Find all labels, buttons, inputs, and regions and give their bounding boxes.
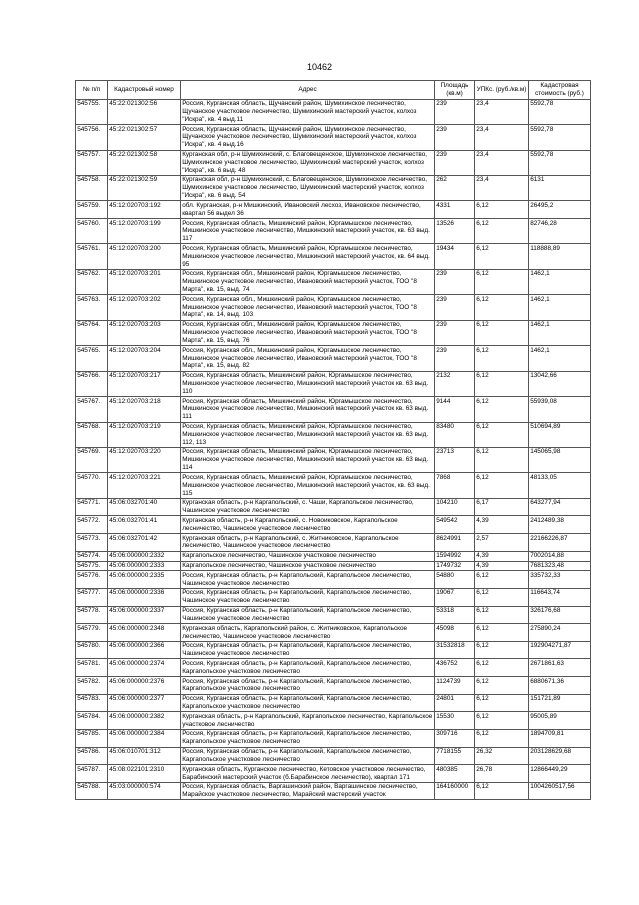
- cell-cadastral: 45:12:020703:219: [108, 422, 181, 447]
- cell-cost: 5592,78: [529, 125, 591, 150]
- cell-cadastral: 45:06:032701:42: [108, 534, 181, 552]
- cell-cadastral: 45:06:000000:2366: [108, 641, 181, 659]
- header-address: Адрес: [181, 81, 435, 100]
- cell-address: Россия, Курганская область, Мишкинский район, Юргамышское лесничество, Мишкинское участковое лесничество, Мишкинский мастерский участок, кв. 64 выд. 95: [181, 244, 435, 269]
- cell-cost: 192904271,87: [529, 641, 591, 659]
- cell-upks: 23,4: [475, 175, 529, 200]
- cell-num: 545763.: [76, 295, 108, 320]
- cell-num: 545778.: [76, 606, 108, 624]
- cell-area: 1124739: [435, 677, 475, 695]
- cell-address: Курганская обл, р-н Шумихинский, с. Благовещенское, Шумихинское лесничество, Шумихинское участковое лесничество, Шумихинский мастерский участок, колхоз "Искра", кв. 6 выд. 48: [181, 150, 435, 175]
- cell-area: 239: [435, 269, 475, 294]
- cell-address: Россия, Курганская область, р-н Каргапольский, Каргапольское лесничество, Чашинское участковое лесничество: [181, 588, 435, 606]
- cell-upks: 6,12: [475, 588, 529, 606]
- cell-upks: 6,12: [475, 606, 529, 624]
- cell-area: 164160000: [435, 782, 475, 800]
- cell-cost: 203128629,68: [529, 747, 591, 765]
- cell-cost: 1004260517,56: [529, 782, 591, 800]
- cell-cadastral: 45:12:020703:201: [108, 269, 181, 294]
- cell-cost: 5592,78: [529, 99, 591, 124]
- cell-num: 545756.: [76, 125, 108, 150]
- table-row: [76, 551, 591, 561]
- cell-num: 545765.: [76, 346, 108, 371]
- cell-upks: 6,12: [475, 571, 529, 589]
- cell-cadastral: 45:06:010701:312: [108, 747, 181, 765]
- cell-address: Россия, Курганская область, Мишкинский район, Юргамышское лесничество, Мишкинское участковое лесничество, Мишкинский мастерский участок кв. 63 выд. 111: [181, 397, 435, 422]
- cell-address: Россия, Курганская область, Мишкинский район, Юргамышское лесничество, Мишкинское участковое лесничество, Мишкинский мастерский участок, кв. 63 выд. 117: [181, 219, 435, 244]
- cell-cost: 1462,1: [529, 320, 591, 345]
- cell-cadastral: 45:22:021302:57: [108, 125, 181, 150]
- cell-address: Каргапольское лесничество, Чашинское участковое лесничество: [181, 551, 435, 561]
- cell-upks: 6,12: [475, 782, 529, 800]
- table-row: [76, 516, 591, 534]
- table-row: [76, 473, 591, 498]
- cell-area: 1749732: [435, 561, 475, 571]
- cell-cost: 118888,89: [529, 244, 591, 269]
- cell-upks: 6,12: [475, 677, 529, 695]
- cell-upks: 6,12: [475, 320, 529, 345]
- header-cost: Кадастровая стоимость (руб.): [529, 81, 591, 100]
- cell-cost: 7681323,48: [529, 561, 591, 571]
- header-num: № п/п: [76, 81, 108, 100]
- cell-cadastral: 45:12:020703:204: [108, 346, 181, 371]
- table-row: [76, 269, 591, 294]
- cell-area: 239: [435, 150, 475, 175]
- table-row: [76, 561, 591, 571]
- cell-address: Россия, Курганская область, р-н Каргапольский, Каргапольское лесничество, Чашинское участковое лесничество: [181, 606, 435, 624]
- cell-address: Россия, Курганская обл., Мишкинский район, Юргамышское лесничество, Мишкинское участковое лесничество, Ивановский мастерский участок, ТОО "8 Марта", кв. 15, выд. 74: [181, 269, 435, 294]
- cell-address: Россия, Курганская область, Варгашинский район, Варгашинское лесничество, Марайское участковое лесничество, Марайский мастерский участок: [181, 782, 435, 800]
- cell-area: 239: [435, 295, 475, 320]
- cell-upks: 4,39: [475, 561, 529, 571]
- cell-cadastral: 45:12:020703:221: [108, 473, 181, 498]
- cell-address: Россия, Курганская обл., Мишкинский район, Юргамышское лесничество, Мишкинское участковое лесничество, Ивановский мастерский участок, ТОО "8 Марта", кв. 15, выд. 82: [181, 346, 435, 371]
- cell-upks: 23,4: [475, 99, 529, 124]
- table-row: [76, 498, 591, 516]
- cell-address: Россия, Курганская область, Мишкинский район, Юргамышское лесничество, Мишкинское участковое лесничество, Мишкинский мастерский участок кв. 63 выд. 114: [181, 447, 435, 472]
- cell-cost: 116643,74: [529, 588, 591, 606]
- cell-num: 545786.: [76, 747, 108, 765]
- cell-num: 545782.: [76, 677, 108, 695]
- cell-upks: 6,12: [475, 397, 529, 422]
- cell-cadastral: 45:22:021302:59: [108, 175, 181, 200]
- cell-address: Россия, Курганская область, Мишкинский район, Юргамышское лесничество, Мишкинское участковое лесничество, Мишкинский мастерский участок кв. 63 выд. 112, 113: [181, 422, 435, 447]
- table-row: [76, 346, 591, 371]
- cell-cost: 95005,89: [529, 712, 591, 730]
- cell-cadastral: 45:12:020703:203: [108, 320, 181, 345]
- cell-cost: 6131: [529, 175, 591, 200]
- cell-address: Россия, Курганская область, Мишкинский район, Юргамышское лесничество, Мишкинское участковое лесничество, Мишкинский мастерский участок, кв. 63 выд. 115: [181, 473, 435, 498]
- cell-area: 8624991: [435, 534, 475, 552]
- cell-upks: 6,12: [475, 269, 529, 294]
- cell-area: 104210: [435, 498, 475, 516]
- cell-num: 545779.: [76, 624, 108, 642]
- cell-area: 480385: [435, 765, 475, 783]
- cell-num: 545764.: [76, 320, 108, 345]
- table-row: [76, 624, 591, 642]
- header-upks: УПКс. (руб./кв.м): [475, 81, 529, 100]
- table-row: [76, 422, 591, 447]
- cell-address: Россия, Курганская область, Мишкинский район, Юргамышское лесничество, Мишкинское участковое лесничество, Мишкинский мастерский участок кв. 63 выд. 110: [181, 371, 435, 396]
- cell-upks: 6,12: [475, 219, 529, 244]
- cell-address: Россия, Курганская область, р-н Каргапольский, Каргапольское лесничество, Чашинское участковое лесничество: [181, 641, 435, 659]
- cell-address: обл. Курганская, р-н Мишкинский, Ивановский лесхоз, Ивановское лесничество, квартал 56 выдел 36: [181, 201, 435, 219]
- cell-upks: 6,12: [475, 201, 529, 219]
- cell-address: Курганская область, р-н Каргапольский, с. Чаши, Каргапольское лесничество, Чашинское участковое лесничество: [181, 498, 435, 516]
- cell-area: 15530: [435, 712, 475, 730]
- cell-cost: 2671861,63: [529, 659, 591, 677]
- cell-address: Россия, Курганская область, р-н Каргапольский, Каргапольское лесничество, Каргапольское участковое лесничество: [181, 694, 435, 712]
- cell-upks: 6,12: [475, 694, 529, 712]
- cell-address: Россия, Курганская область, р-н Каргапольский, Каргапольское лесничество, Каргапольское участковое лесничество: [181, 729, 435, 747]
- cell-area: 7718155: [435, 747, 475, 765]
- cell-upks: 23,4: [475, 150, 529, 175]
- cell-address: Курганская область, р-н Каргапольский, Каргапольское лесничество, Каргапольское участковое лесничество: [181, 712, 435, 730]
- cell-cost: 5592,78: [529, 150, 591, 175]
- cell-cadastral: 45:22:021302:56: [108, 99, 181, 124]
- cell-cost: 2412489,38: [529, 516, 591, 534]
- header-area: Площадь (кв.м): [435, 81, 475, 100]
- cell-num: 545773.: [76, 534, 108, 552]
- cell-cadastral: 45:06:000000:2336: [108, 588, 181, 606]
- cell-cadastral: 45:06:000000:2332: [108, 551, 181, 561]
- cell-cadastral: 45:06:000000:2376: [108, 677, 181, 695]
- cell-num: 545783.: [76, 694, 108, 712]
- cell-num: 545760.: [76, 219, 108, 244]
- cell-num: 545780.: [76, 641, 108, 659]
- cell-upks: 26,78: [475, 765, 529, 783]
- cell-upks: 6,12: [475, 244, 529, 269]
- cell-cadastral: 45:06:000000:2374: [108, 659, 181, 677]
- table-row: [76, 219, 591, 244]
- table-row: [76, 371, 591, 396]
- cell-num: 545768.: [76, 422, 108, 447]
- cell-area: 53318: [435, 606, 475, 624]
- table-row: [76, 606, 591, 624]
- table-row: [76, 659, 591, 677]
- table-row: [76, 447, 591, 472]
- cell-cadastral: 45:06:000000:2377: [108, 694, 181, 712]
- cell-num: 545769.: [76, 447, 108, 472]
- cell-num: 545761.: [76, 244, 108, 269]
- cell-address: Россия, Курганская область, р-н Каргапольский, Каргапольское лесничество, Каргапольское участковое лесничество: [181, 677, 435, 695]
- header-cadastral: Кадастровый номер: [108, 81, 181, 100]
- table-row: [76, 125, 591, 150]
- cell-address: Россия, Курганская область, р-н Каргапольский, Каргапольское лесничество, Каргапольское участковое лесничество: [181, 747, 435, 765]
- cell-num: 545787.: [76, 765, 108, 783]
- table-row: [76, 201, 591, 219]
- cell-area: 83480: [435, 422, 475, 447]
- cell-num: 545759.: [76, 201, 108, 219]
- cell-num: 545784.: [76, 712, 108, 730]
- cell-num: 545771.: [76, 498, 108, 516]
- cell-area: 9144: [435, 397, 475, 422]
- cell-num: 545757.: [76, 150, 108, 175]
- cell-upks: 6,12: [475, 712, 529, 730]
- cell-area: 45098: [435, 624, 475, 642]
- cell-upks: 6,12: [475, 641, 529, 659]
- table-row: [76, 150, 591, 175]
- cell-area: 19067: [435, 588, 475, 606]
- cell-cost: 326176,68: [529, 606, 591, 624]
- cell-cadastral: 45:03:000000:574: [108, 782, 181, 800]
- cell-cost: 7002014,88: [529, 551, 591, 561]
- cell-cadastral: 45:12:020703:202: [108, 295, 181, 320]
- cell-address: Россия, Курганская область, Щучанский район, Шумихинское лесничество, Щучанское участковое лесничество, Шумихинский мастерский участок, колхоз "Искра", кв. 4 выд.11: [181, 99, 435, 124]
- cell-cost: 22166226,87: [529, 534, 591, 552]
- cell-upks: 2,57: [475, 534, 529, 552]
- table-row: [76, 175, 591, 200]
- table-row: [76, 712, 591, 730]
- cell-cost: 1462,1: [529, 269, 591, 294]
- cell-cost: 6880671,36: [529, 677, 591, 695]
- cell-cost: 335732,33: [529, 571, 591, 589]
- cell-cost: 1894709,81: [529, 729, 591, 747]
- cell-area: 436752: [435, 659, 475, 677]
- cell-cadastral: 45:06:032701:40: [108, 498, 181, 516]
- cell-cadastral: 45:12:020703:218: [108, 397, 181, 422]
- page-number: 10462: [306, 62, 333, 72]
- table-row: [76, 534, 591, 552]
- cell-area: 54880: [435, 571, 475, 589]
- cell-area: 13526: [435, 219, 475, 244]
- cell-area: 19434: [435, 244, 475, 269]
- table-row: [76, 397, 591, 422]
- cell-num: 545758.: [76, 175, 108, 200]
- cell-cadastral: 45:12:020703:220: [108, 447, 181, 472]
- cell-address: Россия, Курганская область, р-н Каргапольский, Каргапольское лесничество, Чашинское участковое лесничество: [181, 571, 435, 589]
- cell-area: 2132: [435, 371, 475, 396]
- cell-area: 1594992: [435, 551, 475, 561]
- cell-cadastral: 45:06:000000:2335: [108, 571, 181, 589]
- cell-upks: 4,39: [475, 516, 529, 534]
- table-row: [76, 782, 591, 800]
- cell-cost: 145065,98: [529, 447, 591, 472]
- cell-cadastral: 45:06:000000:2384: [108, 729, 181, 747]
- cell-upks: 6,12: [475, 729, 529, 747]
- cell-upks: 6,12: [475, 659, 529, 677]
- cell-num: 545766.: [76, 371, 108, 396]
- cadastral-table: [75, 80, 591, 800]
- cell-cadastral: 45:12:020703:217: [108, 371, 181, 396]
- cell-area: 262: [435, 175, 475, 200]
- cell-address: Россия, Курганская обл., Мишкинский район, Юргамышское лесничество, Мишкинское участковое лесничество, Ивановский мастерский участок, ТОО "8 Марта", кв. 15, выд. 76: [181, 320, 435, 345]
- table-row: [76, 641, 591, 659]
- cell-upks: 6,12: [475, 295, 529, 320]
- table-row: [76, 588, 591, 606]
- cell-address: Курганская область, р-н Каргапольский, с. Житниковское, Каргапольское лесничество, Чашинское участковое лесничество: [181, 534, 435, 552]
- cell-cost: 12866449,29: [529, 765, 591, 783]
- table-row: [76, 729, 591, 747]
- table-row: [76, 244, 591, 269]
- cell-area: 24801: [435, 694, 475, 712]
- cell-area: 31532818: [435, 641, 475, 659]
- cell-cost: 643277,94: [529, 498, 591, 516]
- cell-num: 545775.: [76, 561, 108, 571]
- cell-area: 7868: [435, 473, 475, 498]
- cell-num: 545781.: [76, 659, 108, 677]
- cell-address: Курганская область, Курганское лесничество, Кетовское участковое лесничество, Барабинский мастерский участок (б.Барабинское лесничество), квартал 171: [181, 765, 435, 783]
- cell-num: 545774.: [76, 551, 108, 561]
- cell-upks: 6,12: [475, 473, 529, 498]
- table-row: [76, 99, 591, 124]
- table-row: [76, 747, 591, 765]
- cell-upks: 6,12: [475, 447, 529, 472]
- table-row: [76, 694, 591, 712]
- cell-num: 545767.: [76, 397, 108, 422]
- cell-cost: 151721,89: [529, 694, 591, 712]
- cell-cost: 48133,05: [529, 473, 591, 498]
- cell-cadastral: 45:12:020703:192: [108, 201, 181, 219]
- cell-cadastral: 45:12:020703:200: [108, 244, 181, 269]
- cell-address: Курганская область, р-н Каргапольский, с. Новоиковское, Каргапольское лесничество, Чашинское участковое лесничество: [181, 516, 435, 534]
- cell-cadastral: 45:12:020703:199: [108, 219, 181, 244]
- cell-num: 545776.: [76, 571, 108, 589]
- cell-upks: 6,12: [475, 346, 529, 371]
- cell-upks: 6,12: [475, 371, 529, 396]
- table-row: [76, 677, 591, 695]
- cell-cadastral: 45:06:000000:2333: [108, 561, 181, 571]
- table-row: [76, 295, 591, 320]
- table-row: [76, 571, 591, 589]
- cell-cadastral: 45:06:000000:2382: [108, 712, 181, 730]
- cell-cost: 275890,24: [529, 624, 591, 642]
- cell-address: Каргапольское лесничество, Чашинское участковое лесничество: [181, 561, 435, 571]
- cell-upks: 26,32: [475, 747, 529, 765]
- table-row: [76, 765, 591, 783]
- cell-area: 309716: [435, 729, 475, 747]
- cell-num: 545755.: [76, 99, 108, 124]
- cell-address: Россия, Курганская область, Щучанский район, Шумихинское лесничество, Щучанское участковое лесничество, Шумихинский мастерский участок, колхоз "Искра", кв. 4 выд.16: [181, 125, 435, 150]
- cell-cadastral: 45:08:022101:2310: [108, 765, 181, 783]
- cell-cost: 26495,2: [529, 201, 591, 219]
- cell-address: Курганская обл, р-н Шумихинский, с. Благовещенское, Шумихинское лесничество, Шумихинское участковое лесничество, Шумихинский мастерский участок, колхоз "Искра", кв. 6 выд. 54: [181, 175, 435, 200]
- cell-cost: 55939,08: [529, 397, 591, 422]
- cell-cadastral: 45:06:000000:2348: [108, 624, 181, 642]
- cell-cadastral: 45:22:021302:58: [108, 150, 181, 175]
- cell-num: 545777.: [76, 588, 108, 606]
- cell-area: 239: [435, 320, 475, 345]
- cell-cost: 510694,89: [529, 422, 591, 447]
- cell-num: 545770.: [76, 473, 108, 498]
- cell-area: 4331: [435, 201, 475, 219]
- cell-cost: 13042,66: [529, 371, 591, 396]
- cell-cost: 82746,28: [529, 219, 591, 244]
- cell-upks: 23,4: [475, 125, 529, 150]
- cell-area: 239: [435, 346, 475, 371]
- table-row: [76, 320, 591, 345]
- cell-area: 23713: [435, 447, 475, 472]
- table-header-row: [76, 81, 591, 100]
- cell-num: 545788.: [76, 782, 108, 800]
- cell-num: 545772.: [76, 516, 108, 534]
- cell-num: 545762.: [76, 269, 108, 294]
- cell-address: Россия, Курганская область, р-н Каргапольский, Каргапольское лесничество, Каргапольское участковое лесничество: [181, 659, 435, 677]
- cell-upks: 6,12: [475, 422, 529, 447]
- cell-area: 239: [435, 99, 475, 124]
- cell-upks: 4,39: [475, 551, 529, 561]
- cell-num: 545785.: [76, 729, 108, 747]
- cell-upks: 6,12: [475, 624, 529, 642]
- cell-area: 549542: [435, 516, 475, 534]
- cell-cadastral: 45:06:032701:41: [108, 516, 181, 534]
- cell-address: Курганская область, Каргапольский район, с. Житниковское, Каргапольское лесничество, Чашинское участковое лесничество: [181, 624, 435, 642]
- cell-cost: 1462,1: [529, 295, 591, 320]
- cell-address: Россия, Курганская обл., Мишкинский район, Юргамышское лесничество, Мишкинское участковое лесничество, Ивановский мастерский участок, ТОО "8 Марта", кв. 14, выд. 103: [181, 295, 435, 320]
- cell-upks: 6,17: [475, 498, 529, 516]
- cell-cost: 1462,1: [529, 346, 591, 371]
- cell-cadastral: 45:06:000000:2337: [108, 606, 181, 624]
- cell-area: 239: [435, 125, 475, 150]
